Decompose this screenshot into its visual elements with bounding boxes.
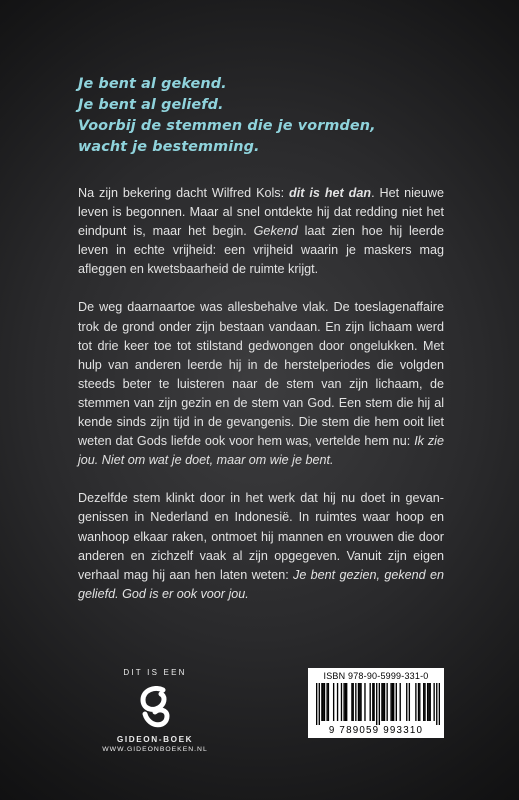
- barcode-bar: [433, 683, 434, 721]
- barcode-bar: [392, 683, 393, 721]
- barcode-bar: [346, 683, 347, 721]
- barcode-bar: [341, 683, 342, 721]
- barcode-bar: [427, 683, 428, 721]
- text-span: . Het nieuwe leven is begonnen. Maar al snel ontdekte hij dat redding niet het eindpunt is, maar het begin.: [78, 186, 444, 239]
- barcode-bar: [353, 683, 354, 721]
- text-span: Dezelfde stem klinkt door in het werk dat hij nu doet in gevangenissen in Nederland en Indonesië. In ruimtes waar hoop en wanhoop elkaar raken, ontmoet hij mannen en vrouwen die door anderen en zichzelf vaak al zijn opgegeven. Vanuit zijn eigen verhaal mag hij aan hen laten weten:: [78, 491, 444, 582]
- barcode-bar: [376, 683, 377, 725]
- publisher-url: WWW.GIDEONBOEKEN.NL: [102, 746, 208, 753]
- quote-emphasis: Ik zie jou. Niet om wat je doet, maar om wie je bent.: [78, 434, 444, 468]
- barcode-bar: [436, 683, 437, 725]
- emphasis: dit is het dan: [289, 186, 372, 200]
- barcode-bar: [333, 683, 334, 721]
- barcode-bar: [430, 683, 431, 721]
- barcode-bar: [358, 683, 359, 721]
- barcode-icon: [316, 683, 440, 725]
- barcode-bar: [381, 683, 382, 721]
- book-title-emphasis: Gekend: [253, 224, 298, 239]
- barcode-bar: [409, 683, 410, 721]
- barcode-bar: [415, 683, 416, 721]
- barcode-bar: [328, 683, 329, 721]
- barcode-bar: [360, 683, 361, 721]
- barcode-bar: [393, 683, 394, 721]
- barcode-bar: [428, 683, 429, 721]
- barcode-bar: [419, 683, 420, 721]
- blurb-paragraph-2: [78, 298, 444, 470]
- barcode-digits: 9 789059 993310: [328, 725, 424, 736]
- publisher-name: GIDEON-BOEK: [116, 735, 194, 744]
- barcode-bar: [423, 683, 424, 721]
- text-span: laat zien hoe hij leerde leven in echte vrijheid: een vrijheid waarin je maskers mag afleggen en kwetsbaarheid de ruimte krijgt.: [78, 224, 444, 277]
- barcode-bar: [373, 683, 374, 721]
- gideon-logo-icon: [135, 686, 175, 732]
- barcode-bar: [379, 683, 380, 725]
- barcode-bar: [386, 683, 387, 721]
- barcode-bar: [372, 683, 373, 721]
- barcode-bar: [343, 683, 344, 721]
- tagline-line: Je bent al geliefd.: [78, 97, 224, 113]
- barcode-bar: [406, 683, 407, 721]
- barcode-bar: [324, 683, 325, 721]
- barcode-bar: [345, 683, 346, 721]
- tagline-line: wacht je bestemming.: [78, 139, 260, 155]
- tagline: [78, 74, 478, 158]
- publisher-tagline: DIT IS EEN: [123, 668, 187, 677]
- barcode-bar: [396, 683, 397, 721]
- barcode-bar: [424, 683, 425, 721]
- barcode-bar: [316, 683, 317, 725]
- blurb: [78, 184, 444, 623]
- barcode-bar: [384, 683, 385, 721]
- barcode-bar: [337, 683, 338, 721]
- barcode-bar: [355, 683, 356, 721]
- tagline-line: Voorbij de stemmen die je vormden,: [78, 118, 376, 134]
- publisher-mark: [90, 668, 220, 755]
- barcode-bar: [319, 683, 320, 725]
- barcode-bar: [326, 683, 327, 721]
- blurb-paragraph-1: [78, 184, 444, 279]
- text-span: Na zijn bekering dacht Wilfred Kols:: [78, 186, 290, 200]
- barcode-bar: [323, 683, 324, 721]
- barcode-bar: [418, 683, 419, 721]
- barcode-bar: [370, 683, 371, 721]
- isbn-barcode: [308, 668, 444, 738]
- quote-emphasis: Je bent gezien, gekend en geliefd. God is er ook voor jou.: [78, 567, 444, 601]
- barcode-bar: [321, 683, 322, 721]
- text-span: De weg daarnaartoe was allesbehalve vlak. De toeslagenaffaire trok de grond onder zijn bestaan vandaan. En zijn lichaam werd tot drie keer toe tot stilstand gedwongen door ongelukken. Met hulp van anderen leerde hij in de herstelperiodes die volgden steeds beter te luisteren naar de stem van zijn lichaam, de stemmen van zijn gezin en de stem van God. Een stem die hij al kende sinds zijn tijd in de gevangenis. Die stem die hem ooit liet weten dat Gods liefde ook voor hem was, vertelde hem nu:: [78, 300, 444, 449]
- isbn-label: ISBN 978-90-5999-331-0: [323, 671, 429, 681]
- barcode-bar: [400, 683, 401, 721]
- barcode-bar: [359, 683, 360, 721]
- blurb-paragraph-3: [78, 489, 444, 604]
- tagline-line: Je bent al gekend.: [78, 76, 227, 92]
- barcode-bar: [439, 683, 440, 725]
- barcode-bar: [351, 683, 352, 721]
- barcode-bar: [364, 683, 365, 721]
- barcode-bar: [383, 683, 384, 721]
- barcode-bar: [390, 683, 391, 721]
